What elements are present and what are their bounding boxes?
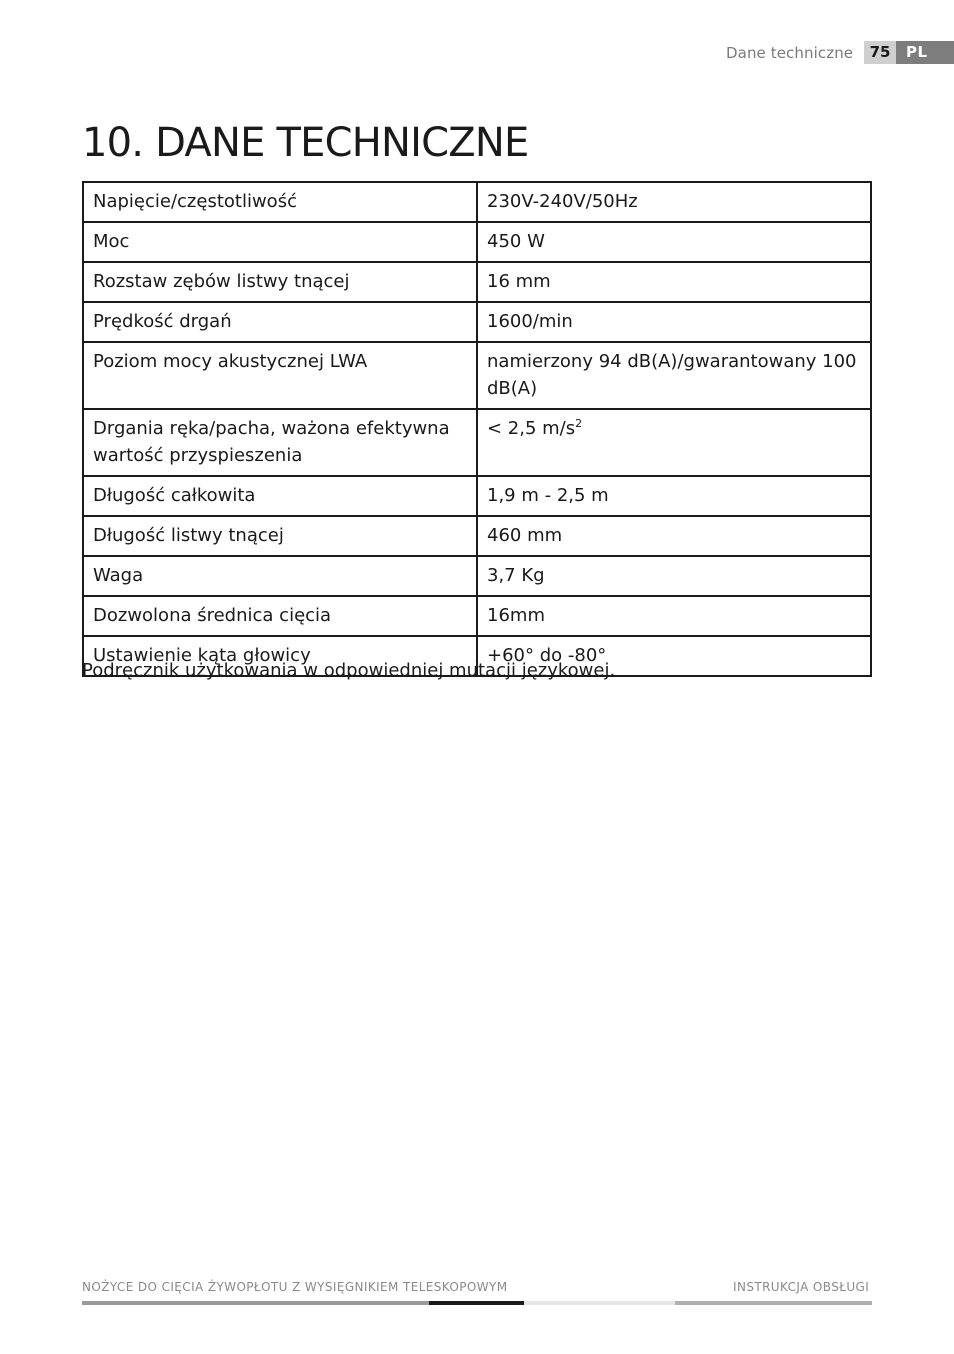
- spec-value: < 2,5 m/s: [487, 418, 576, 439]
- spec-value: 1,9 m - 2,5 m: [477, 476, 871, 516]
- spec-value: 460 mm: [477, 516, 871, 556]
- footer-bar-segment: [524, 1301, 675, 1305]
- language-badge: PL: [896, 41, 954, 64]
- spec-value: 3,7 Kg: [477, 556, 871, 596]
- spec-param: Dozwolona średnica cięcia: [83, 596, 477, 636]
- table-row: [83, 182, 871, 222]
- table-row: [83, 222, 871, 262]
- spec-table: [82, 181, 872, 677]
- page-number: 75: [864, 41, 896, 64]
- table-row: [83, 596, 871, 636]
- spec-param: Drgania ręka/pacha, ważona efektywna wartość przyspieszenia: [83, 409, 477, 476]
- spec-value: 16 mm: [477, 262, 871, 302]
- table-row: [83, 262, 871, 302]
- spec-param: Długość całkowita: [83, 476, 477, 516]
- spec-value: 16mm: [477, 596, 871, 636]
- footer-bar-segment: [429, 1301, 524, 1305]
- spec-value-cell: [477, 409, 871, 476]
- table-row: [83, 302, 871, 342]
- page-title: 10. DANE TECHNICZNE: [82, 120, 529, 166]
- spec-value: 1600/min: [477, 302, 871, 342]
- header-section-title: Dane techniczne: [726, 44, 854, 62]
- spec-param: Rozstaw zębów listwy tnącej: [83, 262, 477, 302]
- spec-param: Moc: [83, 222, 477, 262]
- spec-param: Prędkość drgań: [83, 302, 477, 342]
- table-row: [83, 409, 871, 476]
- table-row: [83, 342, 871, 409]
- footer-bar-segment: [675, 1301, 872, 1305]
- spec-value: 450 W: [477, 222, 871, 262]
- spec-value-superscript: 2: [575, 417, 583, 430]
- footer-bar-segment: [82, 1301, 429, 1305]
- footer-product-name: NOŻYCE DO CIĘCIA ŻYWOPŁOTU Z WYSIĘGNIKIEM TELESKOPOWYM: [82, 1280, 508, 1294]
- spec-param: Poziom mocy akustycznej LWA: [83, 342, 477, 409]
- table-row: [83, 556, 871, 596]
- manual-note: Podręcznik użytkowania w odpowiedniej mutacji językowej.: [82, 660, 616, 681]
- spec-param: Długość listwy tnącej: [83, 516, 477, 556]
- table-row: [83, 516, 871, 556]
- spec-param: Ustawienie kąta głowicy: [83, 636, 477, 676]
- table-row: [83, 476, 871, 516]
- spec-value: +60° do -80°: [477, 636, 871, 676]
- footer-doc-type: INSTRUKCJA OBSŁUGI: [733, 1280, 870, 1294]
- spec-value: namierzony 94 dB(A)/gwarantowany 100 dB(A): [477, 342, 871, 409]
- spec-param: Napięcie/częstotliwość: [83, 182, 477, 222]
- spec-value: 230V-240V/50Hz: [477, 182, 871, 222]
- spec-param: Waga: [83, 556, 477, 596]
